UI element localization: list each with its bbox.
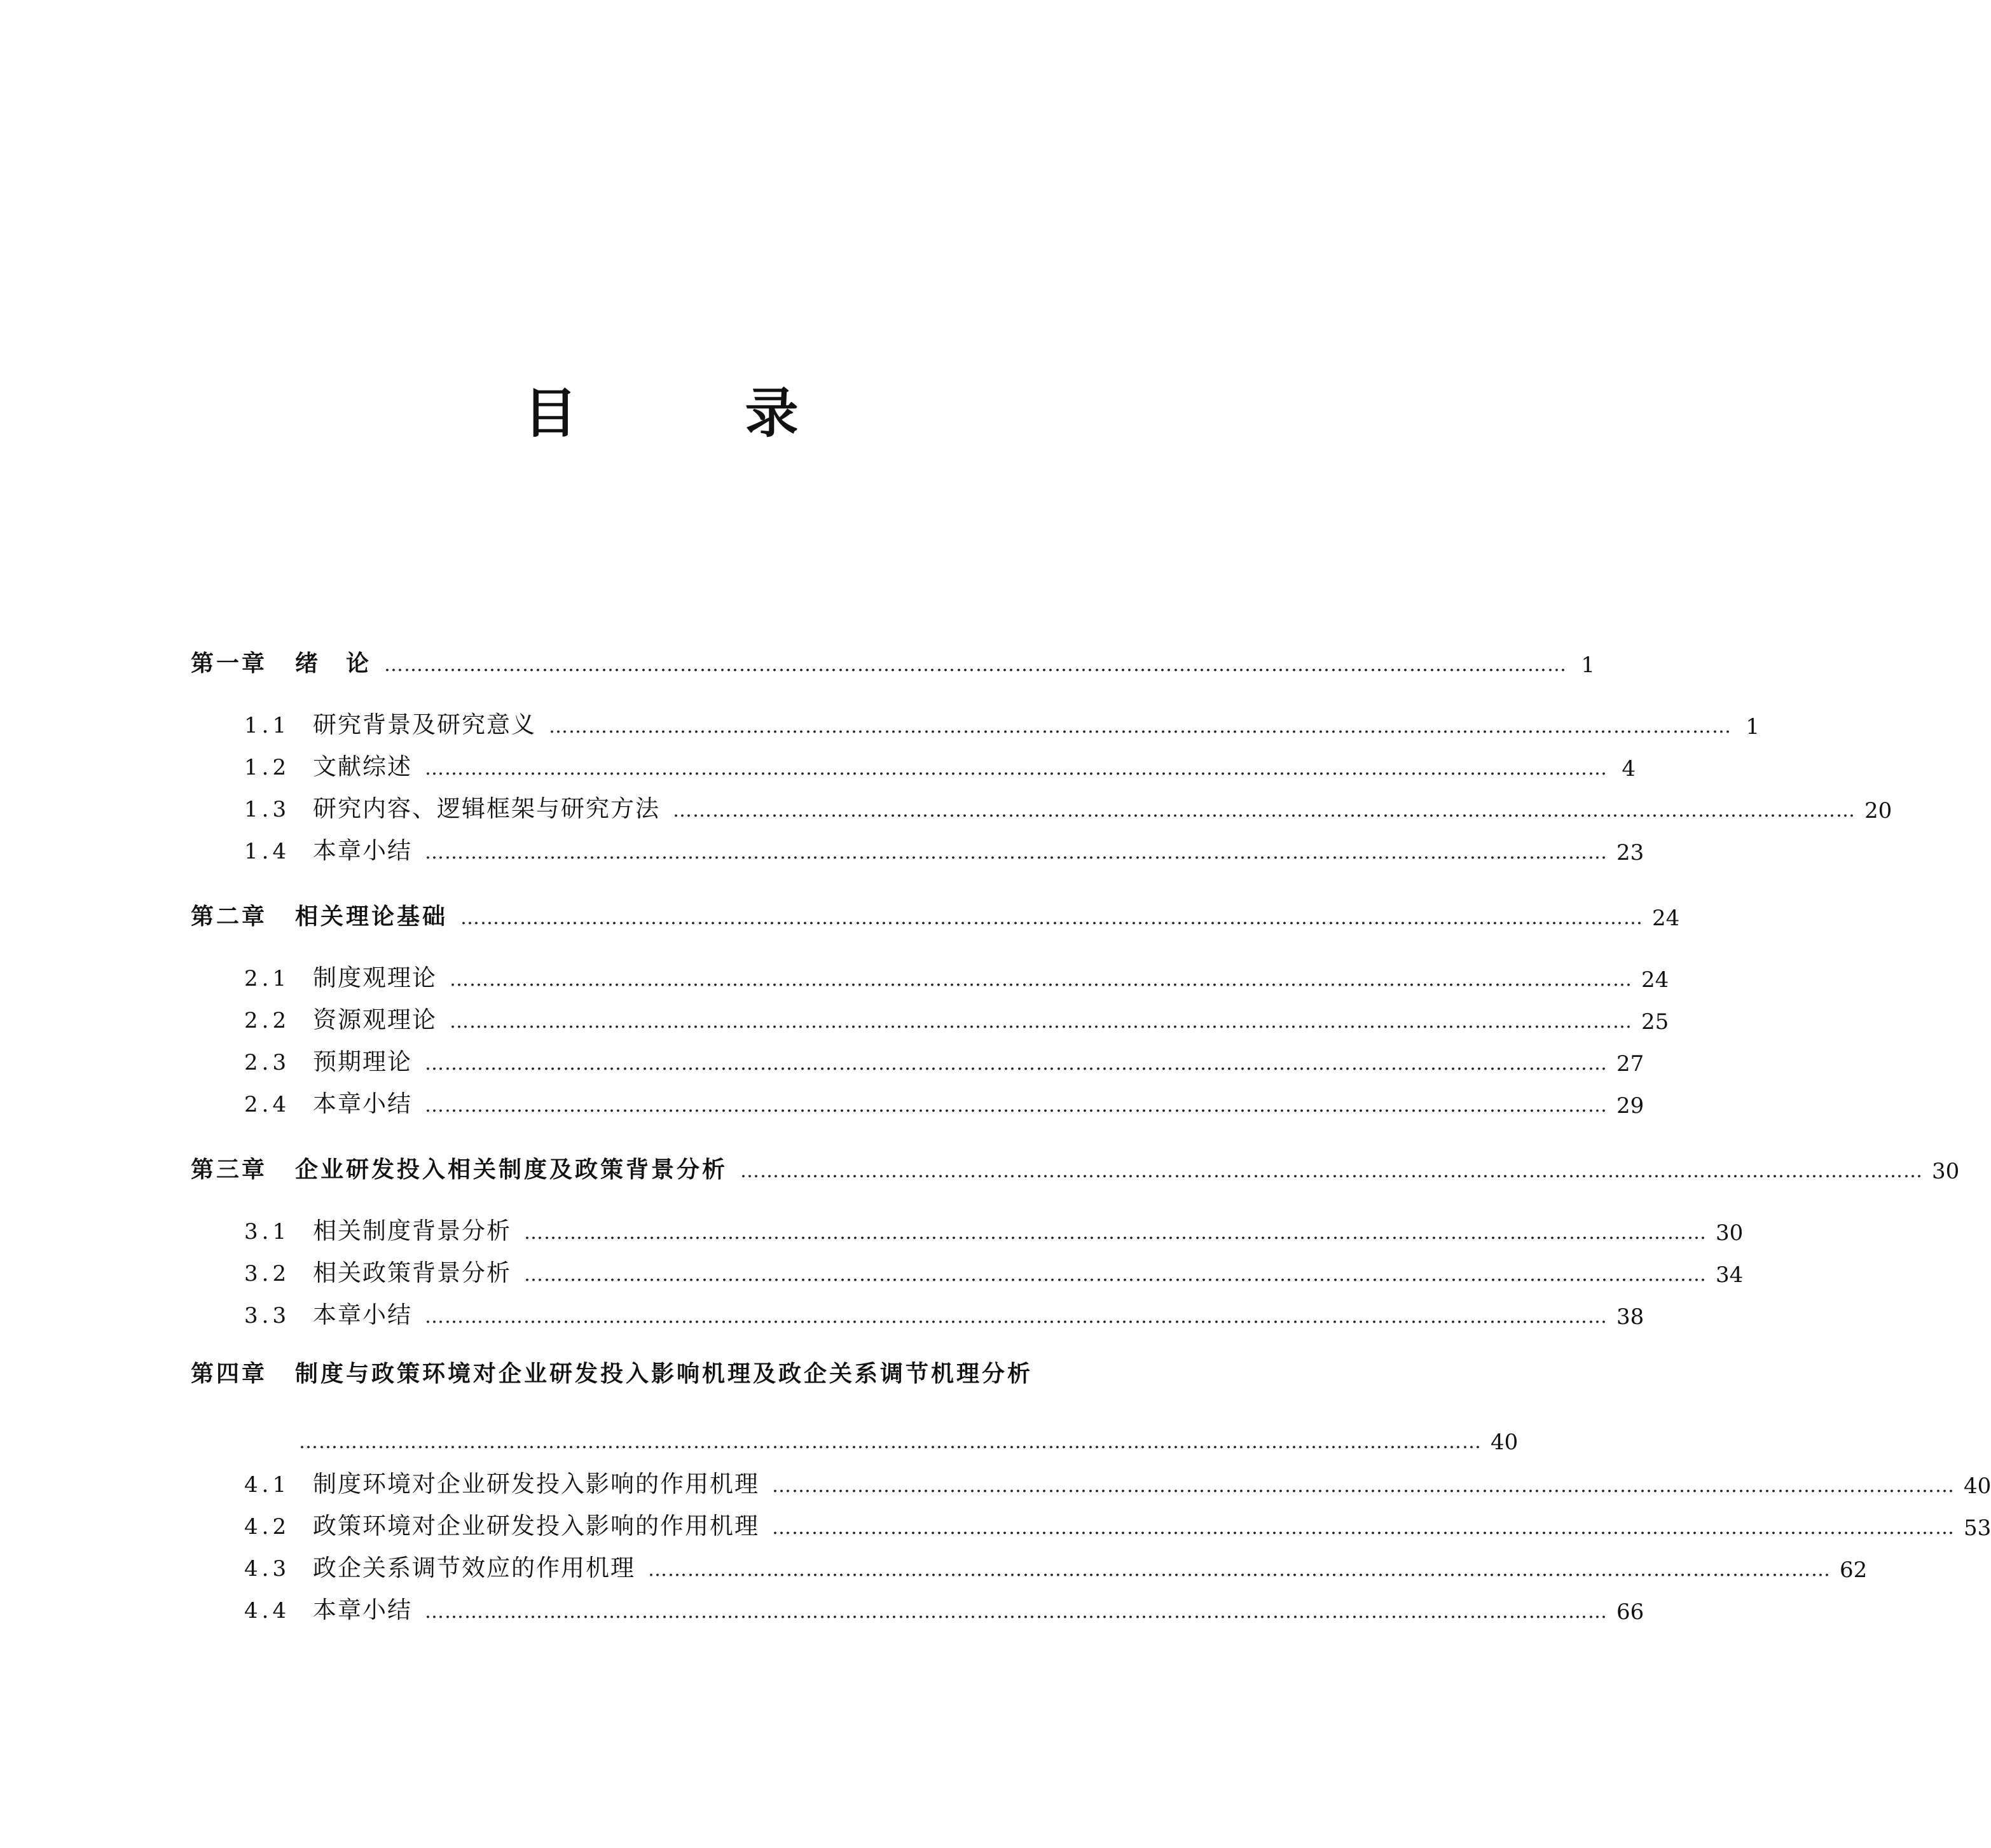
section-number: 1.4 xyxy=(244,839,291,864)
section-title: 预期理论 xyxy=(313,1048,412,1075)
dot-leader: ……………………………………………………………………………………………………………………………………………………………… xyxy=(425,1601,1608,1623)
dot-leader: ……………………………………………………………………………………………………………………………………………………………… xyxy=(524,1222,1707,1244)
dot-leader: ……………………………………………………………………………………………………………………………………………………………… xyxy=(384,654,1567,676)
section-number: 2.3 xyxy=(244,1050,291,1075)
section-title: 相关制度背景分析 xyxy=(313,1217,511,1245)
toc-chapter-3[interactable] xyxy=(191,1148,1960,1184)
section-label xyxy=(191,1295,412,1330)
page-number: 30 xyxy=(1716,1220,1744,1246)
section-label xyxy=(191,831,412,865)
dot-leader: ……………………………………………………………………………………………………………………………………………………………… xyxy=(648,1559,1831,1581)
section-title: 本章小结 xyxy=(313,837,412,864)
chapter-title: 相关理论基础 xyxy=(295,904,448,930)
toc-chapter-1[interactable] xyxy=(191,642,1595,678)
dot-leader: ……………………………………………………………………………………………………………………………………………………………… xyxy=(460,907,1644,929)
section-label xyxy=(191,1507,759,1541)
section-number: 3.1 xyxy=(244,1219,291,1245)
section-number: 4.3 xyxy=(244,1556,291,1582)
section-label xyxy=(191,1590,412,1625)
section-number: 2.4 xyxy=(244,1092,291,1117)
chapter-number: 第一章 xyxy=(191,651,268,677)
dot-leader: ……………………………………………………………………………………………………………………………………………………………… xyxy=(450,1010,1632,1033)
section-number: 3.2 xyxy=(244,1261,291,1286)
toc-chapter-4-title[interactable] xyxy=(191,1356,1145,1388)
section-label xyxy=(191,1465,759,1499)
section-label xyxy=(191,1084,412,1119)
toc-section-1-3[interactable] xyxy=(191,788,1892,824)
chapter-number: 第二章 xyxy=(191,904,268,930)
page-number: 53 xyxy=(1964,1515,1991,1541)
page-number: 40 xyxy=(1491,1430,1519,1455)
section-number: 2.2 xyxy=(244,1008,291,1033)
dot-leader: ……………………………………………………………………………………………………………………………………………………………… xyxy=(772,1475,1955,1497)
page-number: 29 xyxy=(1616,1093,1644,1119)
section-title: 文献综述 xyxy=(313,753,412,780)
section-number: 4.2 xyxy=(244,1514,291,1540)
section-number: 1.1 xyxy=(244,713,291,738)
toc-section-2-4[interactable] xyxy=(191,1083,1644,1119)
chapter-number: 第三章 xyxy=(191,1157,268,1183)
section-label xyxy=(191,705,536,740)
section-label xyxy=(191,1253,511,1288)
section-label xyxy=(191,1000,437,1035)
section-label xyxy=(191,789,660,824)
toc-chapter-2[interactable] xyxy=(191,895,1680,931)
page-number: 23 xyxy=(1616,840,1644,865)
toc-section-2-2[interactable] xyxy=(191,999,1669,1035)
section-label xyxy=(191,1211,511,1246)
toc-section-4-2[interactable] xyxy=(191,1505,1991,1541)
section-title: 资源观理论 xyxy=(313,1006,437,1033)
toc-section-4-3[interactable] xyxy=(191,1547,1868,1583)
chapter-label xyxy=(191,645,371,678)
dot-leader: ……………………………………………………………………………………………………………………………………………………………… xyxy=(450,969,1632,991)
page-number: 62 xyxy=(1840,1557,1868,1583)
page-number: 20 xyxy=(1864,798,1892,824)
chapter-title: 绪 论 xyxy=(295,651,372,677)
section-title: 研究背景及研究意义 xyxy=(313,711,536,738)
section-title: 制度环境对企业研发投入影响的作用机理 xyxy=(313,1470,759,1498)
dot-leader: ……………………………………………………………………………………………………………………………………………………………… xyxy=(425,1052,1608,1075)
dot-leader: ……………………………………………………………………………………………………………………………………………………………… xyxy=(673,799,1856,822)
page-number: 38 xyxy=(1616,1304,1644,1330)
toc-section-2-3[interactable] xyxy=(191,1041,1644,1077)
page-number: 1 xyxy=(1581,652,1595,678)
page-number: 24 xyxy=(1641,967,1669,993)
section-number: 4.4 xyxy=(244,1598,291,1624)
page-number: 25 xyxy=(1641,1009,1669,1035)
section-number: 1.2 xyxy=(244,755,291,780)
section-label xyxy=(191,1548,635,1583)
section-title: 制度观理论 xyxy=(313,964,437,991)
page-number: 1 xyxy=(1746,714,1760,740)
toc-section-1-4[interactable] xyxy=(191,830,1644,865)
page-title: 目 录 xyxy=(523,382,856,445)
section-label xyxy=(191,958,437,993)
section-title: 本章小结 xyxy=(313,1090,412,1117)
chapter-title: 制度与政策环境对企业研发投入影响机理及政企关系调节机理分析 xyxy=(295,1361,1033,1387)
dot-leader: ……………………………………………………………………………………………………………………………………………………………… xyxy=(425,1094,1608,1117)
section-title: 政企关系调节效应的作用机理 xyxy=(313,1554,635,1582)
toc-section-4-1[interactable] xyxy=(191,1463,1991,1499)
chapter-title: 企业研发投入相关制度及政策背景分析 xyxy=(295,1157,728,1183)
toc-chapter-4-leader-line[interactable] xyxy=(299,1419,1519,1455)
dot-leader: ……………………………………………………………………………………………………………………………………………………………… xyxy=(740,1160,1924,1182)
section-number: 3.3 xyxy=(244,1303,291,1328)
toc-section-3-1[interactable] xyxy=(191,1210,1744,1246)
section-label xyxy=(191,1042,412,1077)
page-number: 4 xyxy=(1622,756,1636,782)
page-number: 27 xyxy=(1616,1051,1644,1077)
dot-leader: ……………………………………………………………………………………………………………………………………………………………… xyxy=(299,1431,1482,1453)
section-number: 1.3 xyxy=(244,797,291,822)
section-number: 4.1 xyxy=(244,1472,291,1498)
page-number: 66 xyxy=(1616,1599,1644,1625)
section-title: 政策环境对企业研发投入影响的作用机理 xyxy=(313,1512,759,1540)
toc-section-3-2[interactable] xyxy=(191,1252,1744,1288)
dot-leader: ……………………………………………………………………………………………………………………………………………………………… xyxy=(772,1517,1955,1539)
dot-leader: ……………………………………………………………………………………………………………………………………………………………… xyxy=(425,757,1608,780)
toc-section-3-3[interactable] xyxy=(191,1294,1644,1330)
section-title: 相关政策背景分析 xyxy=(313,1259,511,1286)
page-number: 30 xyxy=(1932,1159,1960,1184)
dot-leader: ……………………………………………………………………………………………………………………………………………………………… xyxy=(425,1306,1608,1328)
section-number: 2.1 xyxy=(244,966,291,991)
toc-section-1-1[interactable] xyxy=(191,704,1760,740)
section-title: 本章小结 xyxy=(313,1596,412,1624)
dot-leader: ……………………………………………………………………………………………………………………………………………………………… xyxy=(425,841,1608,864)
chapter-label xyxy=(191,899,448,931)
toc-section-2-1[interactable] xyxy=(191,957,1669,993)
page-number: 40 xyxy=(1964,1473,1991,1499)
chapter-number: 第四章 xyxy=(191,1361,268,1387)
dot-leader: ……………………………………………………………………………………………………………………………………………………………… xyxy=(524,1264,1707,1286)
section-label xyxy=(191,747,412,782)
section-title: 本章小结 xyxy=(313,1301,412,1328)
section-title: 研究内容、逻辑框架与研究方法 xyxy=(313,795,660,822)
page-number: 34 xyxy=(1716,1262,1744,1288)
page-number: 24 xyxy=(1652,906,1680,931)
toc-section-4-4[interactable] xyxy=(191,1589,1644,1625)
toc-section-1-2[interactable] xyxy=(191,746,1636,782)
dot-leader: ……………………………………………………………………………………………………………………………………………………………… xyxy=(549,715,1732,738)
chapter-label xyxy=(191,1152,727,1184)
